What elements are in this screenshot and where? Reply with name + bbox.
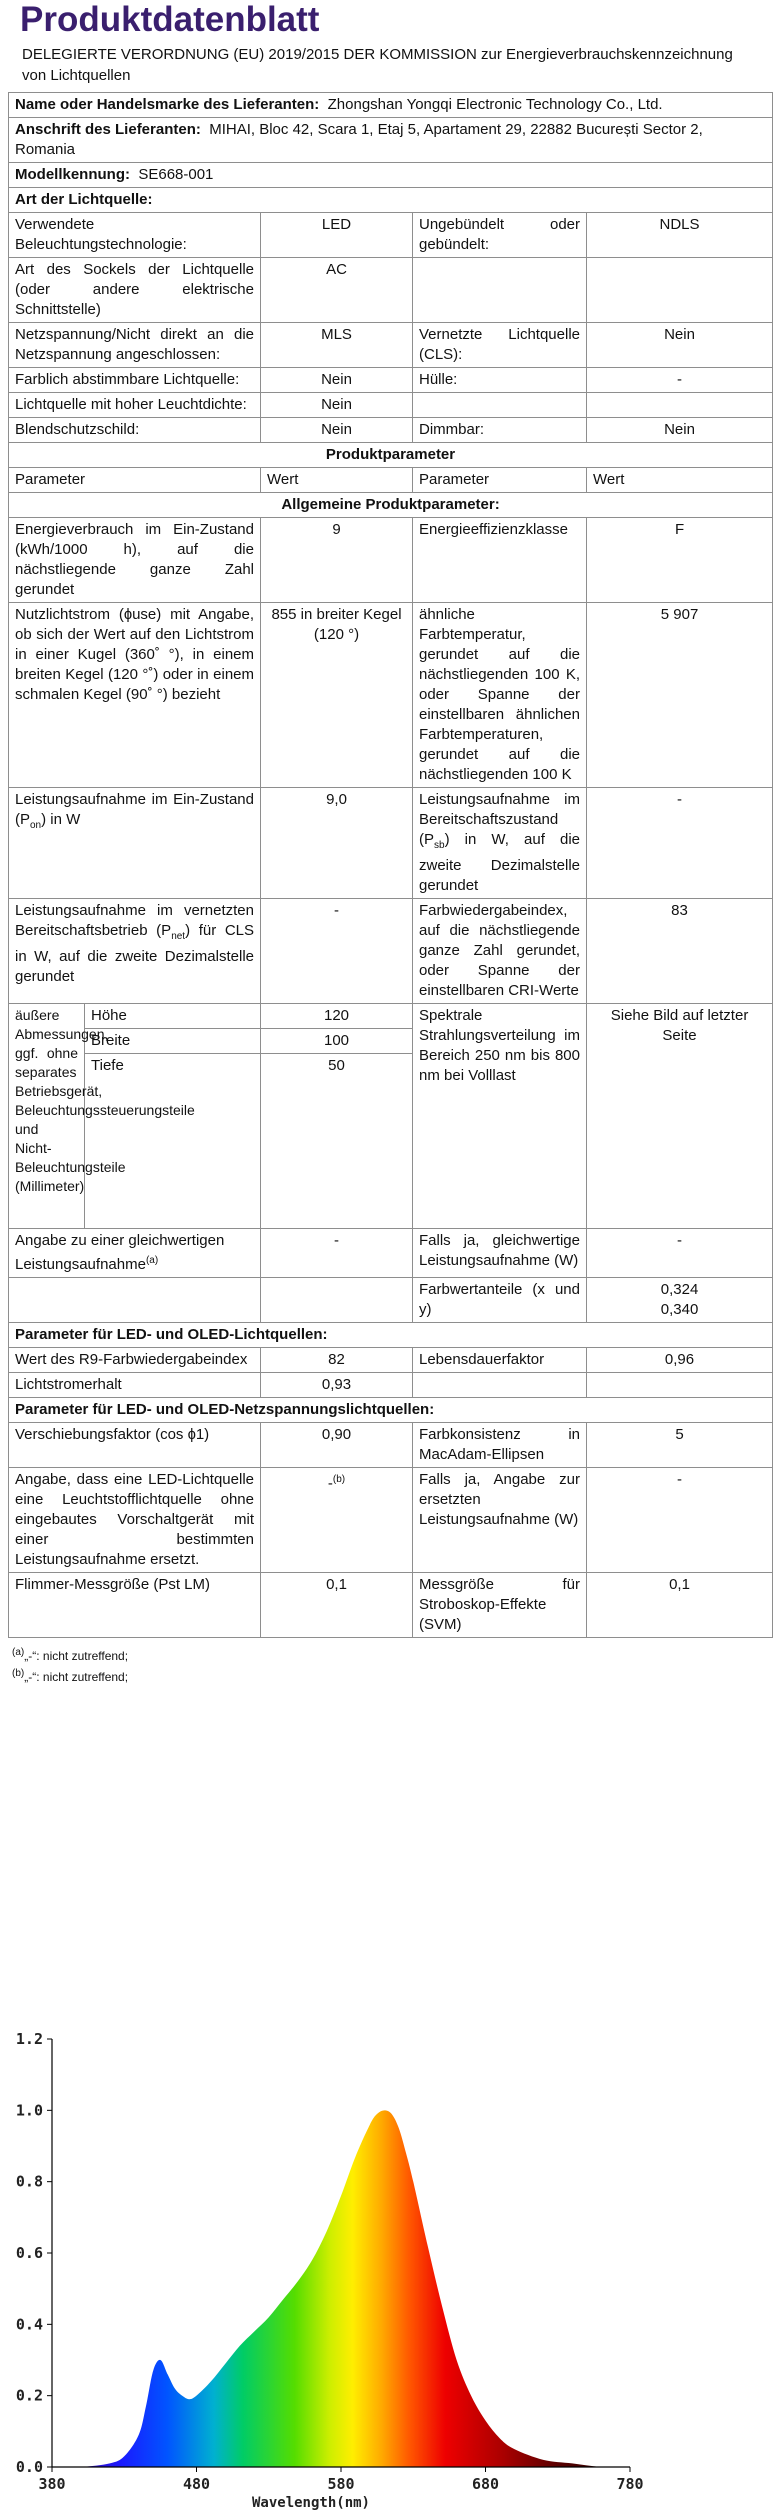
dimension-value: 100 — [261, 1029, 413, 1054]
model-value: SE668-001 — [138, 166, 214, 183]
y-tick-label: 0.4 — [15, 2315, 43, 2334]
empty-cell — [9, 1278, 261, 1323]
spectrum-svg — [0, 2025, 780, 2510]
connected-label: Vernetzte Lichtquelle (CLS): — [413, 323, 587, 368]
standby-power-label: Leistungsaufnahme im Bereitschaftszustand $(P_{sb})$ in W, auf die zweite Dezimalstelle gerundet — [413, 788, 587, 899]
y-tick-label: 0.2 — [15, 2386, 43, 2405]
y-tick-label: 0.0 — [15, 2458, 43, 2476]
color-consistency-value: 5 — [587, 1423, 773, 1468]
empty-cell — [413, 258, 587, 323]
color-temperature-label: ähnliche Farbtemperatur, gerundet auf die nächstliegenden 100 K, oder Spanne der einstellbaren ähnlichen Farbtemperaturen, gerundet auf die nächstliegenden 100 K — [413, 603, 587, 788]
standby-power-value: - — [587, 788, 773, 899]
directional-value: NDLS — [587, 213, 773, 258]
supplier-name-value: Zhongshan Yongqi Electronic Technology Co., Ltd. — [327, 96, 663, 113]
empty-cell — [261, 1278, 413, 1323]
color-consistency-label: Farbkonsistenz in MacAdam-Ellipsen — [413, 1423, 587, 1468]
table-row — [9, 258, 773, 323]
table-row — [9, 418, 773, 443]
mains-params-heading: Parameter für LED- und OLED-Netzspannungslichtquellen: — [9, 1398, 773, 1423]
lumen-maintenance-value: 0,93 — [261, 1373, 413, 1398]
replacement-claim-label: Angabe, dass eine LED-Lichtquelle eine Leuchtstofflichtquelle ohne eingebautes Vorschaltgerät mit einer bestimmten Leistungsaufnahme ersetzt. — [9, 1468, 261, 1573]
luminous-flux-label: Nutzlichtstrom (ɸuse) mit Angabe, ob sich der Wert auf den Lichtstrom in einer Kugel (360˚ °), in einem breiten Kegel (120 °˚) oder in einem schmalen Kegel (90˚ °) bezieht — [9, 603, 261, 788]
empty-cell — [587, 1373, 773, 1398]
r9-label: Wert des R9-Farbwiedergabeindex — [9, 1348, 261, 1373]
color-temperature-value: 5 907 — [587, 603, 773, 788]
anti-glare-label: Blendschutzschild: — [9, 418, 261, 443]
x-tick-label: 580 — [327, 2475, 355, 2493]
spectrum-area — [52, 2110, 630, 2467]
dimmable-value: Nein — [587, 418, 773, 443]
supplier-address-row — [9, 118, 773, 163]
energy-class-label: Energieeffizienzklasse — [413, 518, 587, 603]
chromaticity-label: Farbwertanteile (x und y) — [413, 1278, 587, 1323]
table-row — [9, 1573, 773, 1638]
dimension-name: Breite — [85, 1029, 261, 1054]
spectral-distribution-value: Siehe Bild auf letzter Seite — [587, 1004, 773, 1229]
energy-class-value: F — [587, 518, 773, 603]
cri-value: 83 — [587, 899, 773, 1004]
page-title: Produktdatenblatt — [20, 0, 320, 39]
column-header-value: Wert — [261, 468, 413, 493]
general-params-heading: Allgemeine Produktparameter: — [9, 493, 773, 518]
table-row — [9, 518, 773, 603]
table-row — [9, 393, 773, 418]
envelope-label: Hülle: — [413, 368, 587, 393]
lumen-maintenance-label: Lichtstromerhalt — [9, 1373, 261, 1398]
technology-value: LED — [261, 213, 413, 258]
dimmable-label: Dimmbar: — [413, 418, 587, 443]
spectral-distribution-label: Spektrale Strahlungsverteilung im Bereich 250 nm bis 800 nm bei Volllast — [413, 1004, 587, 1229]
dimension-name: Höhe — [85, 1004, 261, 1029]
cap-type-value: AC — [261, 258, 413, 323]
equivalent-power-label: Falls ja, gleichwertige Leistungsaufnahme (W) — [413, 1229, 587, 1278]
replacement-claim-value: -$^{(b)}$ — [261, 1468, 413, 1573]
footnote-a: $^{(a)}$„-“: nicht zutreffend; — [12, 1647, 129, 1663]
empty-cell — [587, 393, 773, 418]
footnotes — [8, 1638, 772, 1692]
survival-factor-label: Lebensdauerfaktor — [413, 1348, 587, 1373]
model-row — [9, 163, 773, 188]
table-row — [9, 788, 773, 899]
table-row — [9, 368, 773, 393]
mains-label: Netzspannung/Nicht direkt an die Netzspannung angeschlossen: — [9, 323, 261, 368]
footnote-b: $^{(b)}$„-“: nicht zutreffend; — [12, 1668, 129, 1684]
displacement-factor-label: Verschiebungsfaktor (cos ɸ1) — [9, 1423, 261, 1468]
flicker-metric-label: Flimmer-Messgröße (Pst LM) — [9, 1573, 261, 1638]
equivalent-power-claim-label: Angabe zu einer gleichwertigen Leistungsaufnahme$^{(a)}$ — [9, 1229, 261, 1278]
spectral-distribution-chart — [0, 2025, 780, 2510]
dimensions-label: äußere Abmessungen, ggf. ohne separates Betriebsgerät, Beleuchtungssteuerungsteile und Nicht-Beleuchtungsteile (Millimeter) — [9, 1004, 85, 1229]
supplier-name-label: Name oder Handelsmarke des Lieferanten: — [15, 96, 320, 113]
on-mode-power-value: 9,0 — [261, 788, 413, 899]
empty-cell — [587, 258, 773, 323]
luminous-flux-value: 855 in breiter Kegel (120 °) — [261, 603, 413, 788]
product-params-heading: Produktparameter — [9, 443, 773, 468]
table-row — [9, 1373, 773, 1398]
survival-factor-value: 0,96 — [587, 1348, 773, 1373]
table-row — [9, 1423, 773, 1468]
column-header-value-2: Wert — [587, 468, 773, 493]
table-row — [9, 1278, 773, 1323]
technology-label: Verwendete Beleuchtungstechnologie: — [9, 213, 261, 258]
regulation-subtitle: DELEGIERTE VERORDNUNG (EU) 2019/2015 DER KOMMISSION zur Energieverbrauchskennzeichnung von Lichtquellen — [22, 46, 733, 84]
high-luminance-value: Nein — [261, 393, 413, 418]
high-luminance-label: Lichtquelle mit hoher Leuchtdichte: — [9, 393, 261, 418]
replaced-power-value: - — [587, 1468, 773, 1573]
y-tick-label: 0.8 — [15, 2172, 43, 2191]
directional-label: Ungebündelt oder gebündelt: — [413, 213, 587, 258]
x-tick-label: 380 — [38, 2475, 66, 2493]
supplier-address-value: MIHAI, Bloc 42, Scara 1, Etaj 5, Apartament 29, 22882 București Sector 2, Romania — [15, 121, 703, 158]
supplier-name-row — [9, 93, 773, 118]
empty-cell — [413, 1373, 587, 1398]
stroboscopic-metric-label: Messgröße für Stroboskop-Effekte (SVM) — [413, 1573, 587, 1638]
chromaticity-x: 0,324 — [660, 1281, 699, 1298]
model-label: Modellkennung: — [15, 166, 130, 183]
connected-value: Nein — [587, 323, 773, 368]
chromaticity-value — [587, 1278, 773, 1323]
anti-glare-value: Nein — [261, 418, 413, 443]
x-tick-label: 680 — [471, 2475, 500, 2493]
cri-label: Farbwiedergabeindex, auf die nächstliegende ganze Zahl gerundet, oder Spanne der einstellbaren CRI-Werte — [413, 899, 587, 1004]
x-tick-label: 480 — [182, 2475, 211, 2493]
table-row — [9, 603, 773, 788]
displacement-factor-value: 0,90 — [261, 1423, 413, 1468]
datasheet-page — [8, 0, 772, 1692]
x-axis-label: Wavelength(nm) — [251, 2495, 371, 2510]
y-tick-label: 1.2 — [15, 2030, 43, 2048]
table-row — [9, 1004, 773, 1029]
envelope-value: - — [587, 368, 773, 393]
replaced-power-label: Falls ja, Angabe zur ersetzten Leistungsaufnahme (W) — [413, 1468, 587, 1573]
chromaticity-y: 0,340 — [660, 1301, 699, 1318]
dimension-name: Tiefe — [85, 1054, 261, 1229]
tunable-label: Farblich abstimmbare Lichtquelle: — [9, 368, 261, 393]
x-tick-label: 780 — [616, 2475, 644, 2493]
networked-standby-label: Leistungsaufnahme im vernetzten Bereitschaftsbetrieb $(P_{net})$ für CLS in W, auf die zweite Dezimalstelle gerundet — [9, 899, 261, 1004]
energy-consumption-value: 9 — [261, 518, 413, 603]
flicker-metric-value: 0,1 — [261, 1573, 413, 1638]
column-header-parameter: Parameter — [9, 468, 261, 493]
table-row — [9, 1348, 773, 1373]
equivalent-power-claim-value: - — [261, 1229, 413, 1278]
equivalent-power-value: - — [587, 1229, 773, 1278]
datasheet-table — [8, 92, 773, 1638]
dimension-value: 50 — [261, 1054, 413, 1229]
light-source-type-heading: Art der Lichtquelle: — [9, 188, 773, 213]
table-row — [9, 1468, 773, 1573]
energy-consumption-label: Energieverbrauch im Ein-Zustand (kWh/1000 h), auf die nächstliegende ganze Zahl gerundet — [9, 518, 261, 603]
mains-value: MLS — [261, 323, 413, 368]
table-row — [9, 323, 773, 368]
cap-type-label: Art des Sockels der Lichtquelle (oder andere elektrische Schnittstelle) — [9, 258, 261, 323]
stroboscopic-metric-value: 0,1 — [587, 1573, 773, 1638]
led-params-heading: Parameter für LED- und OLED-Lichtquellen: — [9, 1323, 773, 1348]
on-mode-power-label: Leistungsaufnahme im Ein-Zustand $(P_{on})$ in W — [9, 788, 261, 899]
y-tick-label: 0.6 — [15, 2244, 43, 2262]
y-tick-label: 1.0 — [15, 2101, 43, 2120]
r9-value: 82 — [261, 1348, 413, 1373]
table-row — [9, 213, 773, 258]
networked-standby-value: - — [261, 899, 413, 1004]
tunable-value: Nein — [261, 368, 413, 393]
dimension-value: 120 — [261, 1004, 413, 1029]
supplier-address-label: Anschrift des Lieferanten: — [15, 121, 201, 138]
empty-cell — [413, 393, 587, 418]
column-header-parameter-2: Parameter — [413, 468, 587, 493]
table-row — [9, 1229, 773, 1278]
table-row — [9, 468, 773, 493]
table-row — [9, 899, 773, 1004]
